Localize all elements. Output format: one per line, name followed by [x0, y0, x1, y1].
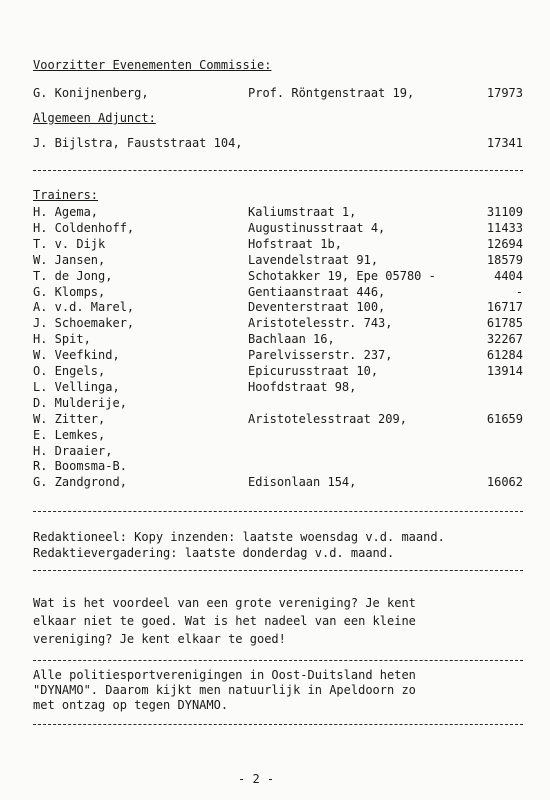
- committee-address: Prof. Röntgenstraat 19,: [248, 86, 415, 100]
- divider: [33, 660, 523, 661]
- trainer-phone: 13914: [486, 364, 523, 378]
- trainer-name: J. Schoemaker,: [33, 316, 135, 330]
- trainer-address: Hoofdstraat 98,: [248, 380, 357, 394]
- trainer-address: Schotakker 19, Epe 05780 -: [248, 269, 436, 283]
- dynamo-line-1: Alle politiesportverenigingen in Oost-Duitsland heten: [33, 668, 416, 682]
- trainer-name: E. Lemkes,: [33, 428, 106, 442]
- divider: [33, 570, 523, 571]
- trainer-address: Gentiaanstraat 446,: [248, 285, 386, 299]
- trainer-name: H. Spit,: [33, 332, 91, 346]
- page-number: - 2 -: [238, 772, 275, 786]
- trainer-name: T. de Jong,: [33, 269, 113, 283]
- committee-name: G. Konijnenberg,: [33, 86, 149, 100]
- trainer-name: H. Coldenhoff,: [33, 221, 135, 235]
- trainer-phone: 61284: [486, 348, 523, 362]
- trainer-name: L. Vellinga,: [33, 380, 120, 394]
- trainer-name: H. Draaier,: [33, 444, 113, 458]
- trainer-name: W. Zitter,: [33, 412, 106, 426]
- committee-heading: Voorzitter Evenementen Commissie:: [33, 58, 272, 72]
- trainer-name: O. Engels,: [33, 364, 106, 378]
- adjunct-heading: Algemeen Adjunct:: [33, 111, 156, 125]
- trainer-name: W. Jansen,: [33, 253, 106, 267]
- trainer-phone: 32267: [486, 332, 523, 346]
- trainer-address: Aristotelesstraat 209,: [248, 412, 407, 426]
- trainer-name: G. Klomps,: [33, 285, 106, 299]
- trainers-heading: Trainers:: [33, 188, 99, 202]
- trainer-phone: 11433: [486, 221, 523, 235]
- adjunct-line: J. Bijlstra, Fauststraat 104,: [33, 136, 243, 150]
- trainer-address: Kaliumstraat 1,: [248, 205, 357, 219]
- trainer-phone: 61659: [486, 412, 523, 426]
- vereniging-line-1: Wat is het voordeel van een grote vereniging? Je kent: [33, 596, 416, 610]
- trainer-name: G. Zandgrond,: [33, 475, 127, 489]
- trainer-phone: 18579: [486, 253, 523, 267]
- trainer-phone: 31109: [486, 205, 523, 219]
- trainer-address: Hofstraat 1b,: [248, 237, 342, 251]
- trainer-name: H. Agema,: [33, 205, 99, 219]
- trainer-address: Deventerstraat 100,: [248, 300, 386, 314]
- redaktie-line-1: Redaktioneel: Kopy inzenden: laatste woensdag v.d. maand.: [33, 530, 445, 544]
- trainer-address: Edisonlaan 154,: [248, 475, 357, 489]
- trainer-address: Epicurusstraat 10,: [248, 364, 379, 378]
- trainer-phone: 61785: [486, 316, 523, 330]
- vereniging-line-2: elkaar niet te goed. Wat is het nadeel van een kleine: [33, 614, 416, 628]
- redaktie-line-2: Redaktievergadering: laatste donderdag v.d. maand.: [33, 546, 395, 560]
- divider: [33, 724, 523, 725]
- dynamo-line-3: met ontzag op tegen DYNAMO.: [33, 698, 229, 712]
- trainer-phone: -: [515, 285, 523, 299]
- trainer-phone: 16062: [486, 475, 523, 489]
- trainer-name: T. v. Dijk: [33, 237, 106, 251]
- trainer-phone: 4404: [494, 269, 523, 283]
- divider: [33, 511, 523, 512]
- trainer-phone: 12694: [486, 237, 523, 251]
- trainer-name: A. v.d. Marel,: [33, 300, 135, 314]
- vereniging-line-3: vereniging? Je kent elkaar te goed!: [33, 632, 286, 646]
- trainer-name: R. Boomsma-B.: [33, 459, 127, 473]
- trainer-address: Parelvisserstr. 237,: [248, 348, 393, 362]
- trainer-address: Bachlaan 16,: [248, 332, 335, 346]
- dynamo-line-2: "DYNAMO". Daarom kijkt men natuurlijk in Apeldoorn zo: [33, 683, 416, 697]
- divider: [33, 170, 523, 171]
- adjunct-phone: 17341: [486, 136, 523, 150]
- trainer-address: Lavendelstraat 91,: [248, 253, 379, 267]
- trainer-phone: 16717: [486, 300, 523, 314]
- trainer-address: Augustinusstraat 4,: [248, 221, 386, 235]
- trainer-name: D. Mulderije,: [33, 396, 127, 410]
- trainer-name: W. Veefkind,: [33, 348, 120, 362]
- committee-phone: 17973: [486, 86, 523, 100]
- trainer-address: Aristotelesstr. 743,: [248, 316, 393, 330]
